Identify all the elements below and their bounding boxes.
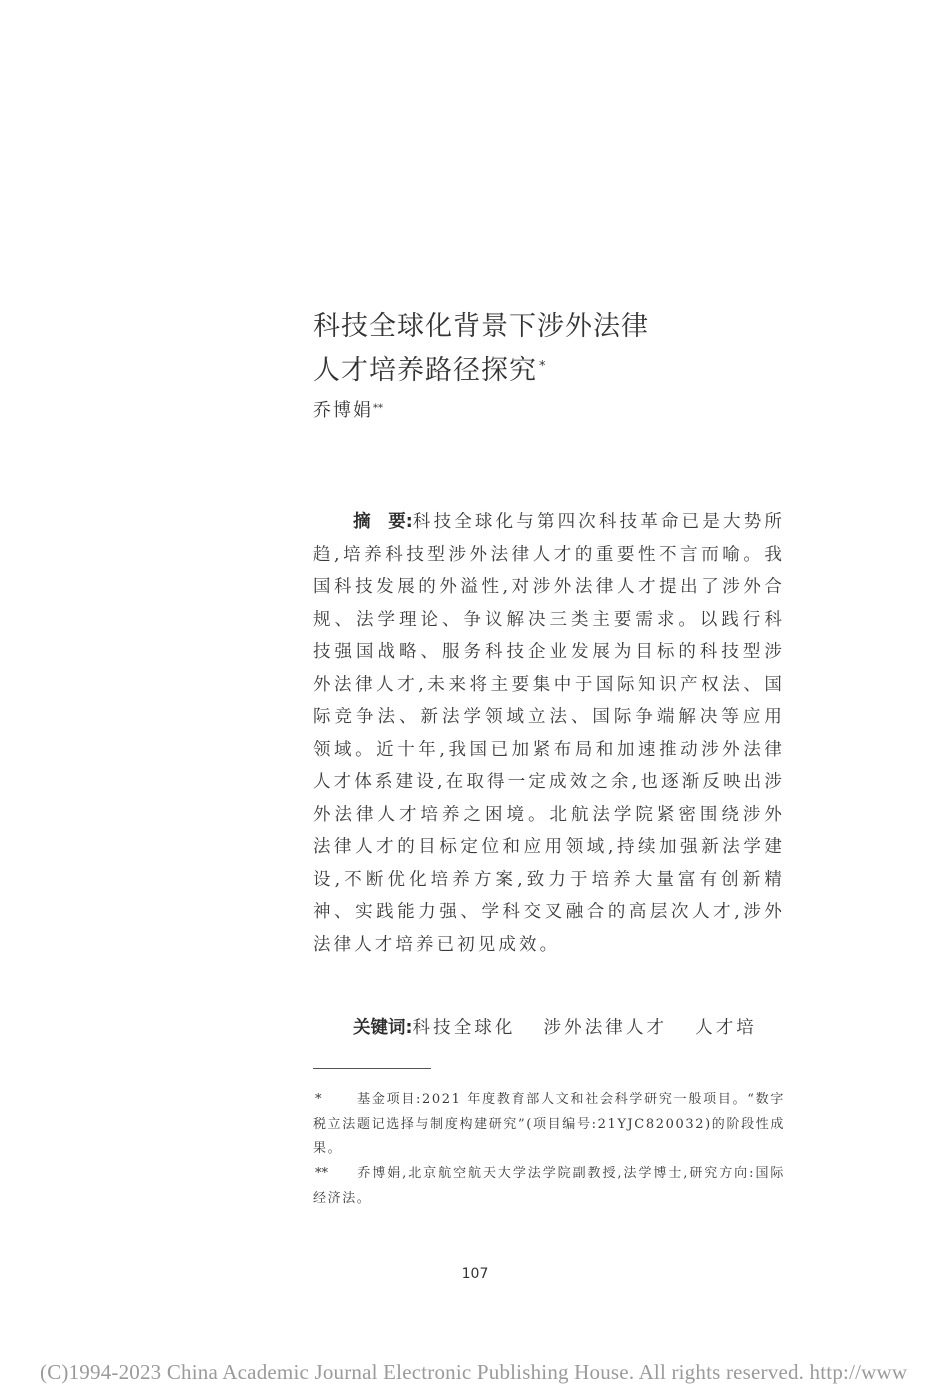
footnote-2-mark: ** <box>315 1166 328 1181</box>
title-line-1: 科技全球化背景下涉外法律 <box>313 311 649 342</box>
author-name: 乔博娟 <box>313 400 373 421</box>
author-footnote-mark: ** <box>373 403 383 414</box>
page-number: 107 <box>461 1266 489 1282</box>
footnote-2-text: 乔博娟,北京航空航天大学法学院副教授,法学博士,研究方向:国际经济法。 <box>313 1166 785 1206</box>
footnote-1-text: 基金项目:2021 年度教育部人文和社会科学研究一般项目。“数字税立法题记选择与制度构建研究”(项目编号:21YJC820032)的阶段性成果。 <box>313 1092 785 1156</box>
footnote-1-mark: * <box>315 1092 322 1107</box>
abstract-label: 摘 要: <box>353 512 413 532</box>
author-line <box>313 398 383 424</box>
keywords <box>313 1012 785 1044</box>
keyword-1: 科技全球化 <box>412 1018 516 1038</box>
title-footnote-mark: * <box>539 359 547 374</box>
copyright-watermark: (C)1994-2023 China Academic Journal Electronic Publishing House. All rights reserved. http://www <box>40 1360 908 1384</box>
footnote-2 <box>313 1162 785 1211</box>
footnote-1 <box>313 1088 785 1162</box>
title-line-2-text: 人才培养路径探究 <box>313 355 537 386</box>
abstract <box>313 506 785 961</box>
abstract-text: 科技全球化与第四次科技革命已是大势所趋,培养科技型涉外法律人才的重要性不言而喻。我国科技发展的外溢性,对涉外法律人才提出了涉外合规、法学理论、争议解决三类主要需求。以践行科技强国战略、服务科技企业发展为目标的科技型涉外法律人才,未来将主要集中于国际知识产权法、国际竞争法、新法学领域立法、国际争端解决等应用领域。近十年,我国已加紧布局和加速推动涉外法律人才体系建设,在取得一定成效之余,也逐渐反映出涉外法律人才培养之困境。北航法学院紧密围绕涉外法律人才的目标定位和应用领域,持续加强新法学建设,不断优化培养方案,致力于培养大量富有创新精神、实践能力强、学科交叉融合的高层次人才,涉外法律人才培养已初见成效。 <box>313 512 785 955</box>
article-title <box>313 305 793 393</box>
keywords-label: 关键词: <box>353 1018 413 1038</box>
title-line-2 <box>313 349 793 393</box>
keyword-2: 涉外法律人才 <box>543 1018 668 1038</box>
footnote-divider <box>313 1068 431 1069</box>
keyword-3: 人才培 <box>695 1018 757 1038</box>
